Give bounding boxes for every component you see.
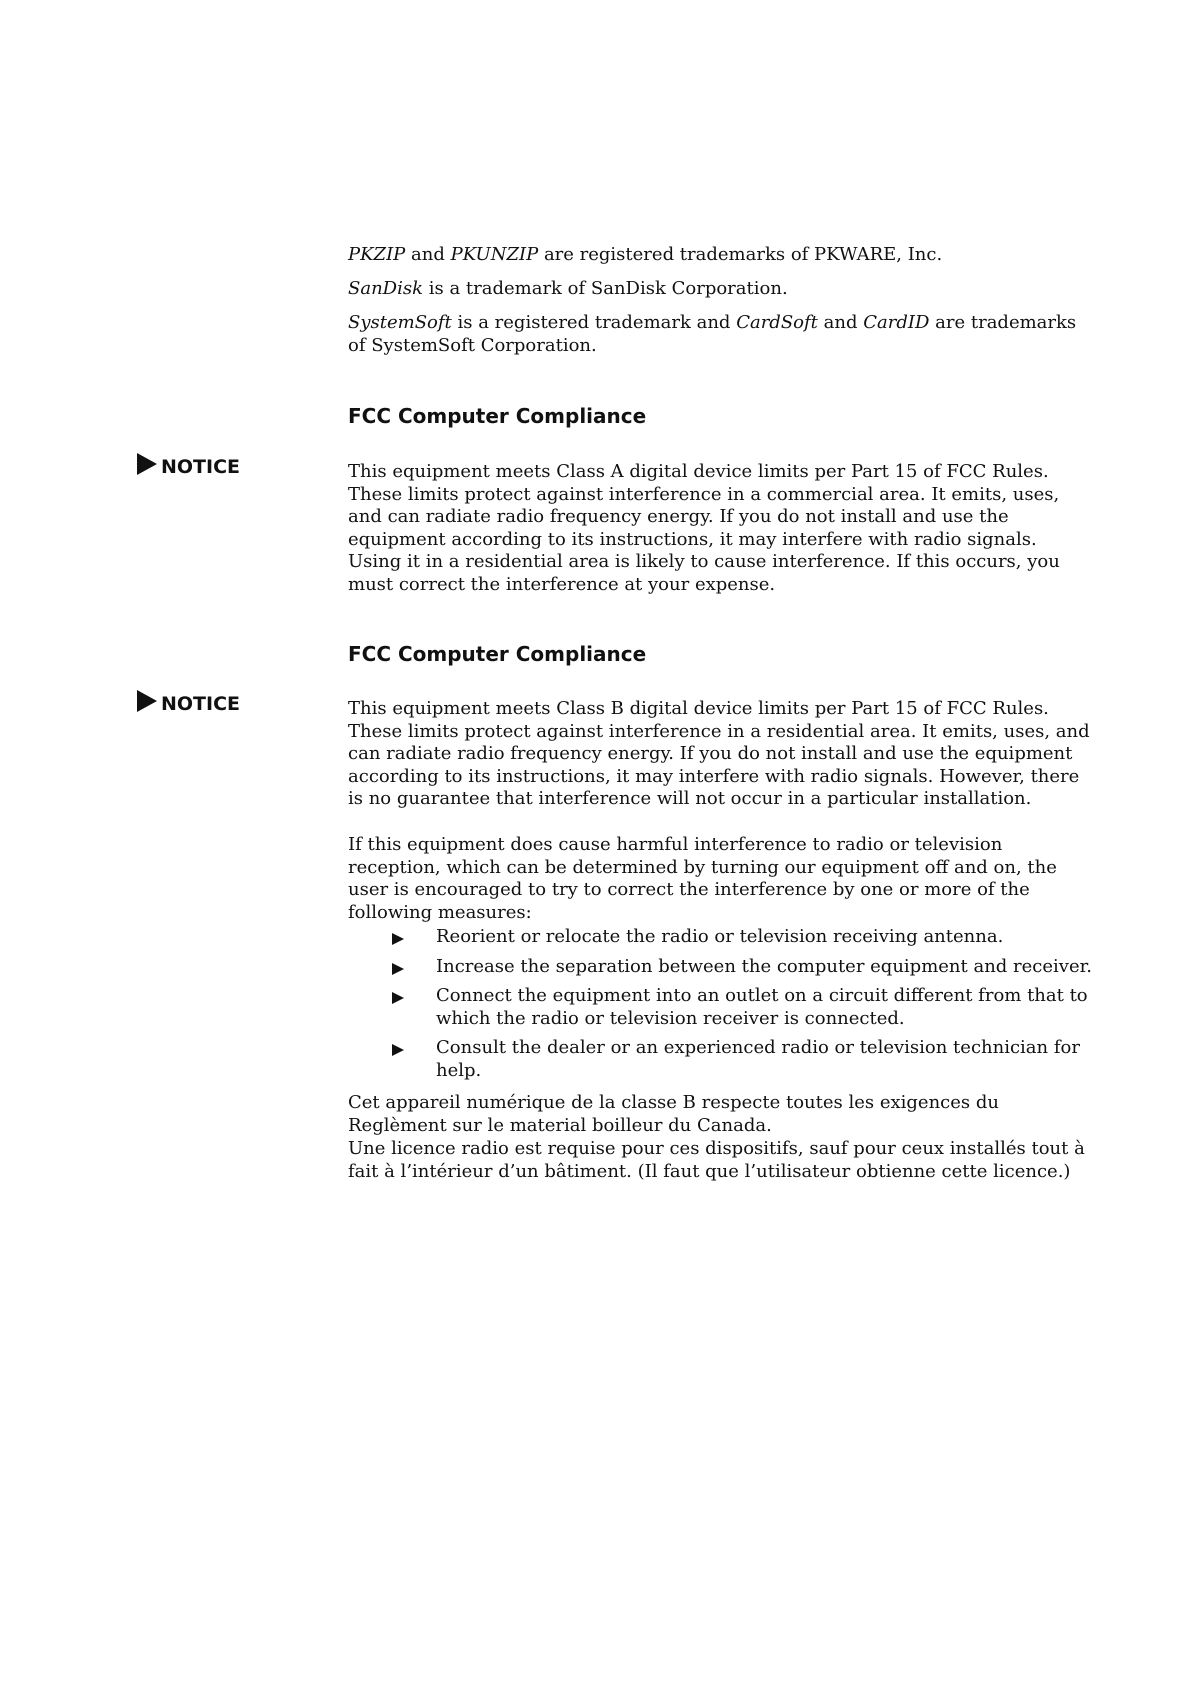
notice-text: NOTICE xyxy=(161,693,241,715)
measure-text: Connect the equipment into an outlet on a circuit different from that to which the radio or television receiver is connected. xyxy=(436,985,1088,1029)
trademark-text: is a registered trademark and xyxy=(457,312,731,333)
measure-text: Increase the separation between the computer equipment and receiver. xyxy=(436,955,1092,977)
trademark-systemsoft xyxy=(348,312,1093,357)
interference-paragraph: If this equipment does cause harmful interference to radio or television reception, which can be determined by turning our equipment off and on, the user is encouraged to try to correct the interference by one or more of the following measures: xyxy=(348,834,1057,923)
notice-arrow-icon xyxy=(137,690,157,712)
notice-label xyxy=(137,456,240,478)
bullet-arrow-icon xyxy=(392,963,404,975)
measure-text: Reorient or relocate the radio or television receiving antenna. xyxy=(436,926,1004,947)
trademark-name: CardSoft xyxy=(736,312,818,333)
list-item xyxy=(392,1037,1092,1082)
list-item xyxy=(392,956,1092,979)
trademark-sandisk xyxy=(348,278,1093,301)
measures-list xyxy=(392,926,1092,1083)
trademark-name: PKZIP xyxy=(348,244,406,265)
trademark-name: PKUNZIP xyxy=(450,244,539,265)
bullet-arrow-icon xyxy=(392,1044,404,1056)
trademark-text: and xyxy=(823,312,858,333)
section-heading: FCC Computer Compliance xyxy=(348,642,647,666)
measure-text: Consult the dealer or an experienced radio or television technician for help. xyxy=(436,1037,1080,1081)
list-item xyxy=(392,985,1092,1030)
trademark-name: CardID xyxy=(863,312,930,333)
bullet-arrow-icon xyxy=(392,992,404,1004)
trademark-name: SanDisk xyxy=(348,278,423,299)
notice-label xyxy=(137,693,240,715)
section-heading: FCC Computer Compliance xyxy=(348,404,647,428)
class-b-notice-body: This equipment meets Class B digital device limits per Part 15 of FCC Rules. These limits protect against interference in a residential area. It emits, uses, and can radiate radio frequency energy. If you do not install and use the equipment according to its instructions, it may interfere with radio signals. However, there is no guarantee that interference will not occur in a particular installation. xyxy=(348,698,1090,810)
list-item xyxy=(392,926,1092,949)
bullet-arrow-icon xyxy=(392,933,404,945)
notice-text: NOTICE xyxy=(161,456,241,478)
trademark-text: are registered trademarks of PKWARE, Inc. xyxy=(543,244,943,265)
trademark-name: SystemSoft xyxy=(348,312,452,333)
trademark-text: is a trademark of SanDisk Corporation. xyxy=(428,278,788,299)
class-a-notice-body: This equipment meets Class A digital device limits per Part 15 of FCC Rules. These limits protect against interference in a commercial area. It emits, uses, and can radiate radio frequency energy. If you do not install and use the equipment according to its instructions, it may interfere with radio signals. Using it in a residential area is likely to cause interference. If this occurs, you must correct the interference at your expense. xyxy=(348,461,1060,595)
canada-compliance-french: Cet appareil numérique de la classe B respecte toutes les exigences du Reglèment sur le material boilleur du Canada. xyxy=(348,1092,999,1136)
trademark-text: are trademarks of SystemSoft Corporation. xyxy=(348,312,1077,356)
trademark-text: and xyxy=(411,244,445,265)
trademark-pkzip xyxy=(348,244,1093,267)
notice-arrow-icon xyxy=(137,453,157,475)
canada-licence-french: Une licence radio est requise pour ces dispositifs, sauf pour ceux installés tout à fait à l’intérieur d’un bâtiment. (Il faut que l’utilisateur obtienne cette licence.) xyxy=(348,1138,1085,1182)
